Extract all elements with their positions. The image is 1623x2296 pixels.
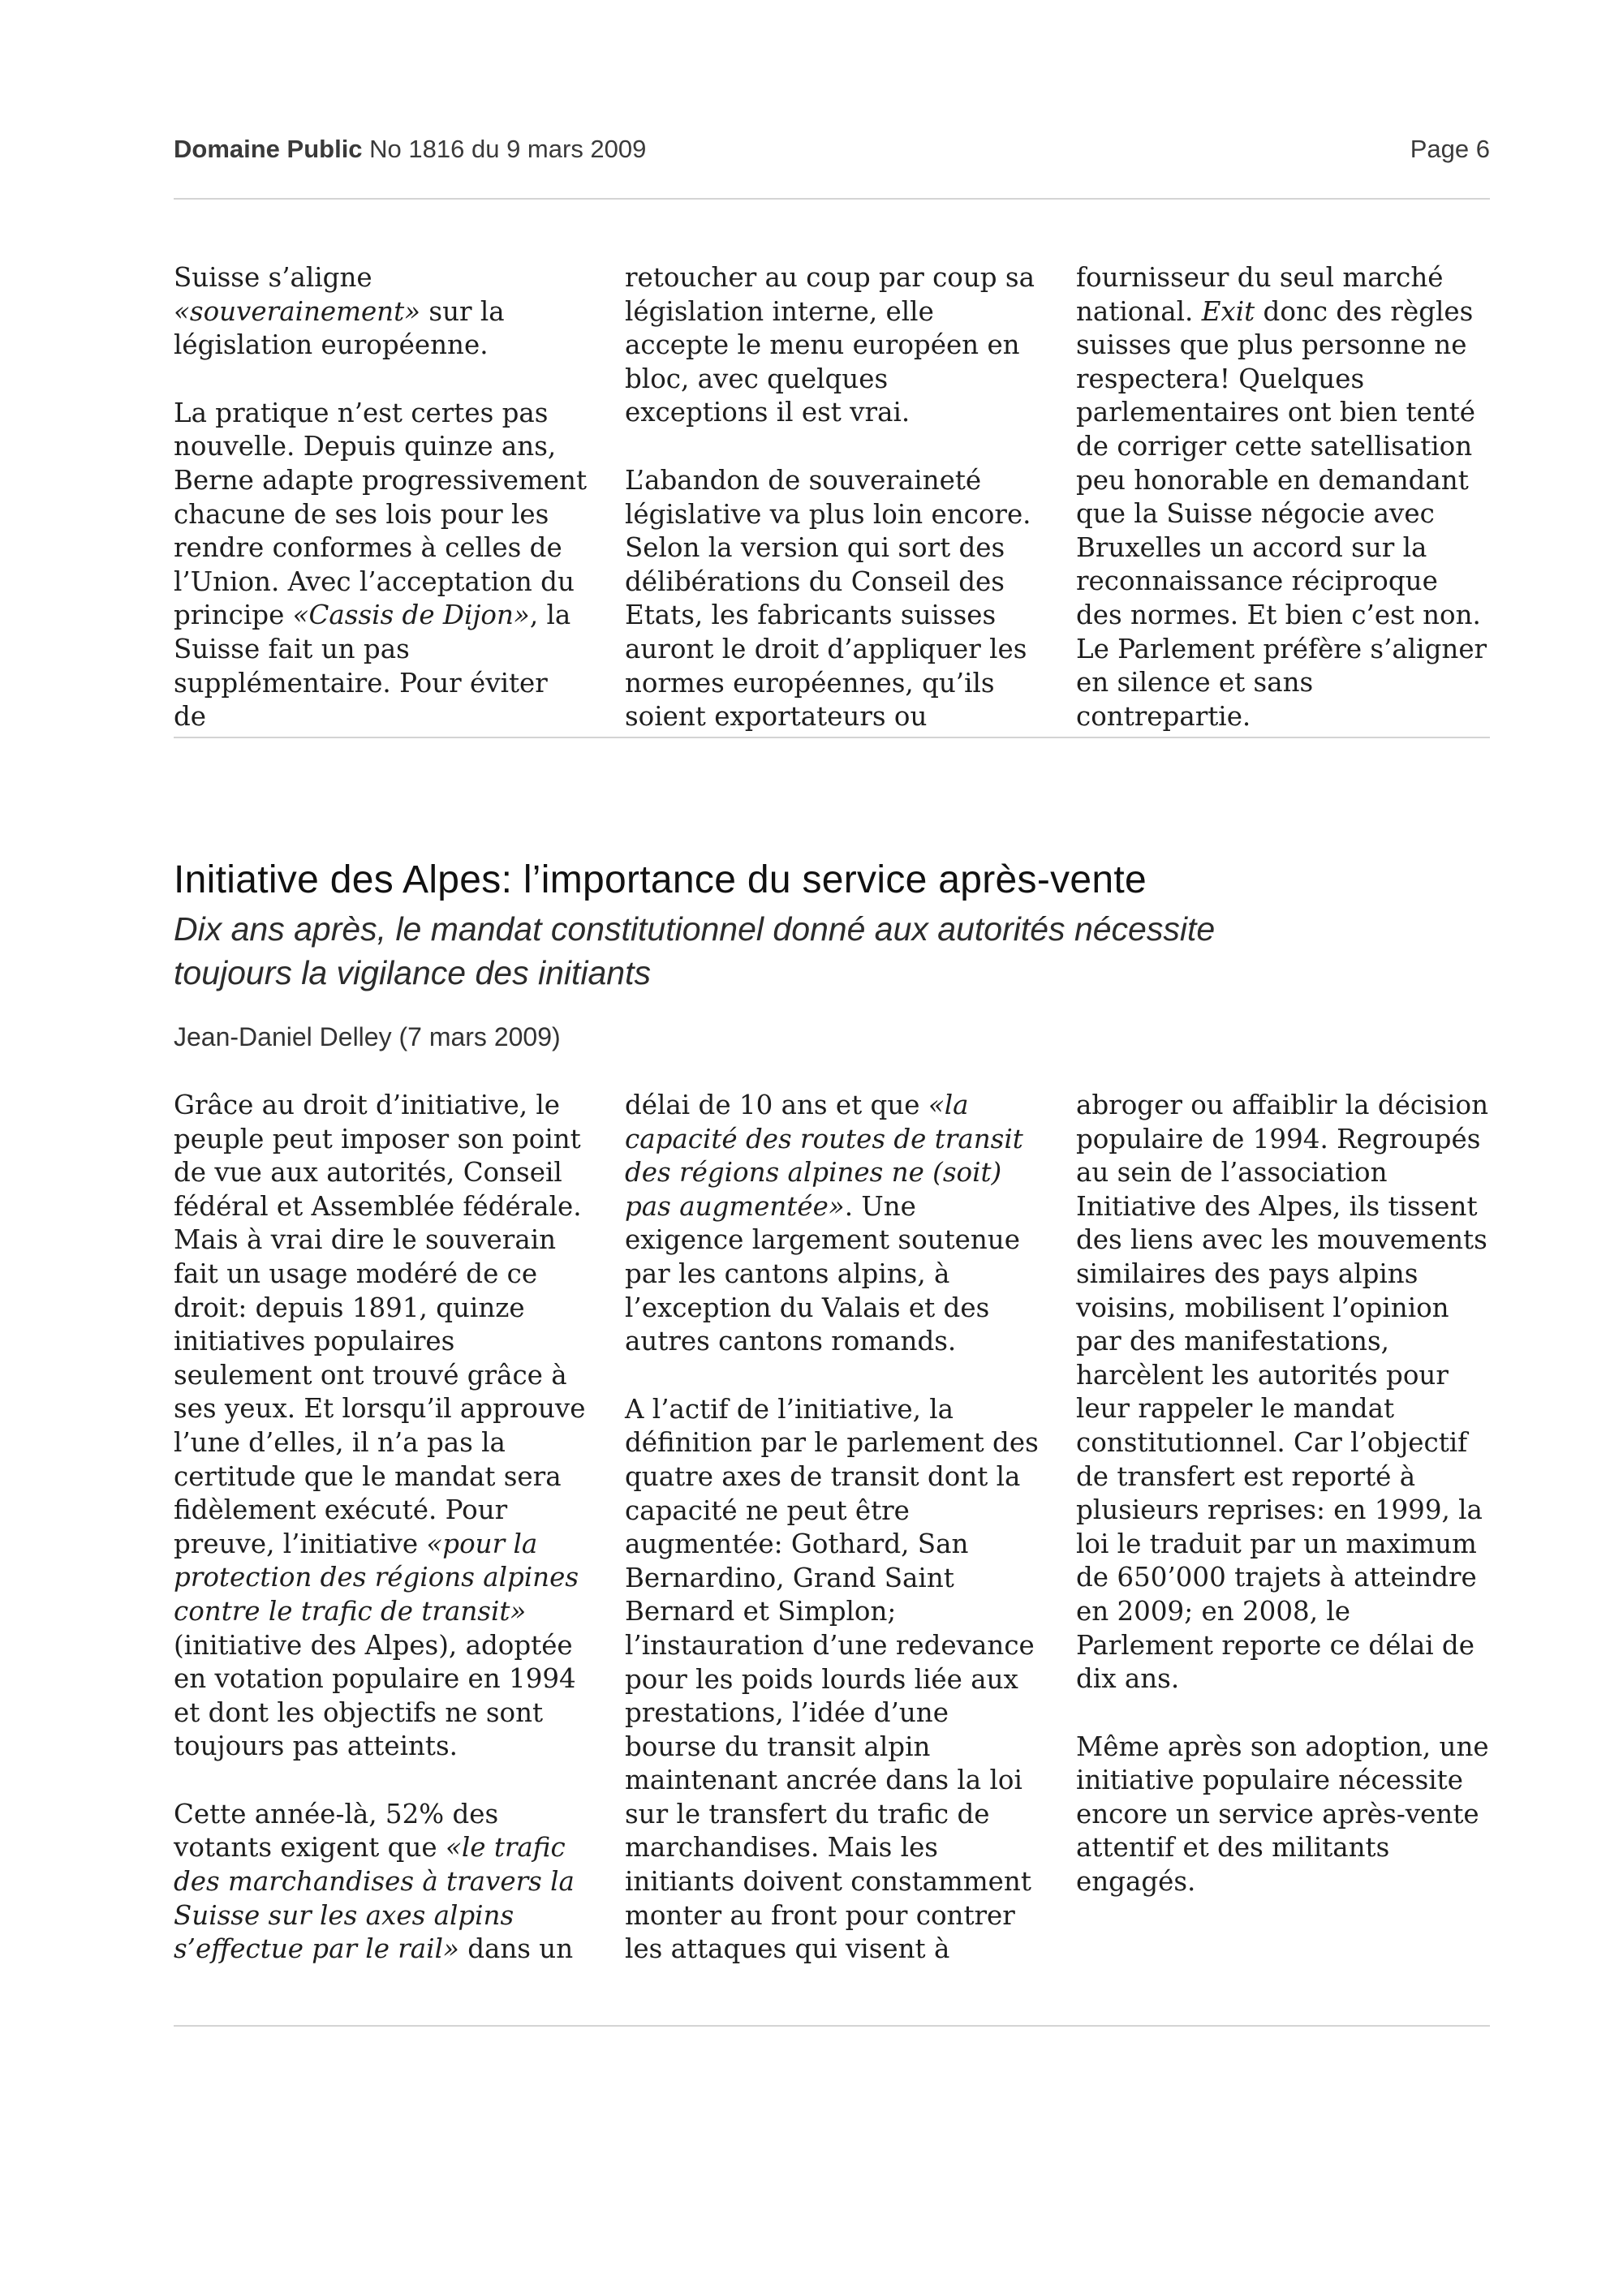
paragraph: La pratique n’est certes pas nouvelle. Depuis quinze ans, Berne adapte progressivement chacune de ses lois pour les rendre conformes à celles de l’Union. Avec l’acceptation du principe «Cassis de Dijon», la Suisse fait un pas supplémentaire. Pour éviter de bbox=[174, 397, 588, 733]
article1-column-3 bbox=[1076, 261, 1490, 734]
article-title: Initiative des Alpes: l’importance du service après-vente bbox=[174, 858, 1147, 901]
article-byline: Jean-Daniel Delley (7 mars 2009) bbox=[174, 1022, 561, 1051]
article-divider bbox=[174, 737, 1490, 738]
article2-column-1 bbox=[174, 1089, 588, 1967]
article2-column-3 bbox=[1076, 1089, 1490, 1967]
article-body bbox=[174, 1089, 1490, 1967]
issue-info: No 1816 du 9 mars 2009 bbox=[369, 135, 647, 163]
subtitle-line-1: Dix ans après, le mandat constitutionnel donné aux autorités nécessite bbox=[174, 910, 1216, 948]
article-subtitle bbox=[174, 907, 1490, 995]
paragraph: A l’actif de l’initiative, la définition par le parlement des quatre axes de transit dont la capacité ne peut être augmentée: Gothard, San Bernardino, Grand Saint Bernard et Simplon; l’instauration d’une redevance pour les poids lourds liée aux prestations, l’idée d’une bourse du transit alpin maintenant ancrée dans la loi sur le transfert du trafic de marchandises. Mais les initiants doivent constamment monter au front pour contrer les attaques qui visent à bbox=[625, 1393, 1039, 1965]
article1-column-1 bbox=[174, 261, 588, 734]
paragraph: L’abandon de souveraineté législative va plus loin encore. Selon la version qui sort des délibérations du Conseil des Etats, les fabricants suisses auront le droit d’appliquer les normes européennes, qu’ils soient exportateurs ou bbox=[625, 464, 1031, 733]
paragraph: retoucher au coup par coup sa législation interne, elle accepte le menu européen en bloc, avec quelques exceptions il est vrai. bbox=[625, 262, 1035, 428]
page-header bbox=[174, 135, 1490, 170]
paragraph: abroger ou affaiblir la décision populaire de 1994. Regroupés au sein de l’association Initiative des Alpes, ils tissent des liens avec les mouvements similaires des pays alpins voisins, mobilisent l’opinion par des manifestations, harcèlent les autorités pour leur rappeler le mandat constitutionnel. Car l’objectif de transfert est reporté à plusieurs reprises: en 1999, la loi le traduit par un maximum de 650’000 trajets à atteindre en 2009; en 2008, le Parlement reporte ce délai de dix ans. bbox=[1076, 1090, 1489, 1695]
page-number: Page 6 bbox=[1410, 135, 1490, 163]
article-continuation bbox=[174, 261, 1490, 734]
article2-column-2 bbox=[625, 1089, 1039, 1967]
header-divider bbox=[174, 198, 1490, 200]
paragraph: Même après son adoption, une initiative populaire nécessite encore un service après-vente attentif et des militants engagés. bbox=[1076, 1731, 1489, 1898]
paragraph: Grâce au droit d’initiative, le peuple peut imposer son point de vue aux autorités, Conseil fédéral et Assemblée fédérale. Mais à vrai dire le souverain fait un usage modéré de ce droit: depuis 1891, quinze initiatives populaires seulement ont trouvé grâce à ses yeux. Et lorsqu’il approuve l’une d’elles, il n’a pas la certitude que le mandat sera fidèlement exécuté. Pour preuve, l’initiative «pour la protection des régions alpines contre le trafic de transit» (initiative des Alpes), adoptée en votation populaire en 1994 et dont les objectifs ne sont toujours pas atteints. bbox=[174, 1090, 586, 1762]
paragraph: délai de 10 ans et que «la capacité des routes de transit des régions alpines ne (soit) pas augmentée». Une exigence largement soutenue par les cantons alpins, à l’exception du Valais et des autres cantons romands. bbox=[625, 1090, 1023, 1357]
paragraph: Cette année-là, 52% des votants exigent que «le trafic des marchandises à travers la Suisse sur les axes alpins s’effectue par le rail» dans un bbox=[174, 1798, 575, 1965]
paragraph: Suisse s’aligne «souverainement» sur la législation européenne. bbox=[174, 262, 505, 361]
paragraph: fournisseur du seul marché national. Exit donc des règles suisses que plus personne ne respectera! Quelques parlementaires ont bien tenté de corriger cette satellisation peu honorable en demandant que la Suisse négocie avec Bruxelles un accord sur la reconnaissance réciproque des normes. Et bien c’est non. Le Parlement préfère s’aligner en silence et sans contrepartie. bbox=[1076, 262, 1487, 732]
article1-column-2 bbox=[625, 261, 1039, 734]
subtitle-line-2: toujours la vigilance des initiants bbox=[174, 954, 651, 991]
publication-name: Domaine Public bbox=[174, 135, 363, 163]
footer-divider bbox=[174, 2025, 1490, 2027]
